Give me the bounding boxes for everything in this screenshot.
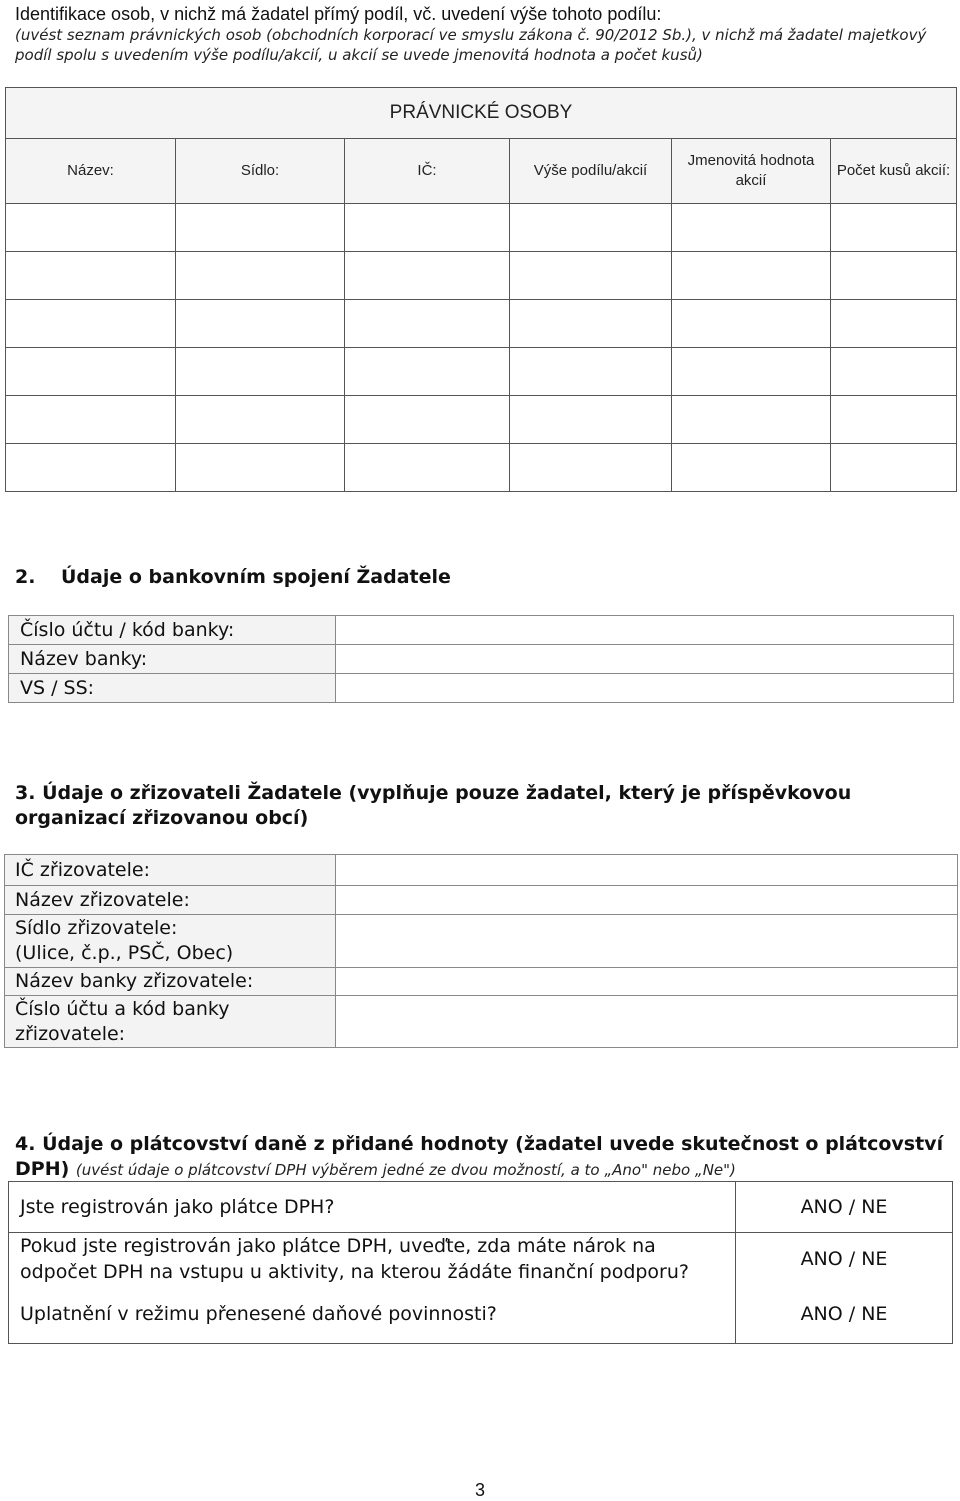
table-cell[interactable] bbox=[510, 300, 672, 348]
table-cell[interactable] bbox=[345, 348, 510, 396]
table-cell[interactable] bbox=[672, 348, 831, 396]
table-cell[interactable] bbox=[672, 396, 831, 444]
table-cell[interactable] bbox=[345, 444, 510, 492]
vat-answer-option[interactable]: ANO / NE bbox=[736, 1182, 953, 1233]
table-cell[interactable] bbox=[176, 252, 345, 300]
table-cell[interactable] bbox=[831, 204, 957, 252]
ownership-instructions: (uvést seznam právnických osob (obchodních korporací ve smyslu zákona č. 90/2012 Sb.), v nichž má žadatel majetkový podíl spolu s uvedením výše podílu/akcií, u akcií se uvede jmenovitá hodnota a počet kusů) bbox=[15, 26, 927, 64]
table-row bbox=[6, 444, 957, 492]
table-cell[interactable] bbox=[6, 348, 176, 396]
vat-answer-option[interactable]: ANO / NE bbox=[736, 1233, 953, 1286]
label-line: Číslo účtu a kód banky bbox=[15, 997, 230, 1020]
table-cell[interactable] bbox=[6, 252, 176, 300]
table-cell[interactable] bbox=[176, 444, 345, 492]
table-cell[interactable] bbox=[510, 204, 672, 252]
table-cell[interactable] bbox=[672, 444, 831, 492]
column-header-share-count: Počet kusů akcií: bbox=[831, 139, 957, 204]
vat-question: Jste registrován jako plátce DPH? bbox=[9, 1182, 736, 1233]
table-row bbox=[6, 252, 957, 300]
table-cell[interactable] bbox=[176, 396, 345, 444]
section-number: 2. bbox=[15, 566, 36, 588]
section-number: 4. bbox=[15, 1133, 36, 1155]
table-row bbox=[6, 204, 957, 252]
bank-table bbox=[8, 615, 954, 703]
table-cell[interactable] bbox=[672, 204, 831, 252]
table-row bbox=[6, 348, 957, 396]
table-caption: PRÁVNICKÉ OSOBY bbox=[6, 88, 957, 139]
field-label-bank-name: Název banky: bbox=[9, 645, 336, 674]
table-cell[interactable] bbox=[345, 252, 510, 300]
table-cell[interactable] bbox=[831, 252, 957, 300]
section-title: Údaje o bankovním spojení Žadatele bbox=[61, 566, 451, 588]
field-label-founder-bank: Název banky zřizovatele: bbox=[5, 968, 336, 996]
vat-instructions: (uvést údaje o plátcovství DPH výběrem jedné ze dvou možností, a to „Ano" nebo „Ne") bbox=[75, 1161, 736, 1179]
field-label-founder-seat bbox=[5, 915, 336, 968]
table-cell[interactable] bbox=[831, 396, 957, 444]
table-cell[interactable] bbox=[510, 252, 672, 300]
column-header-nominal-value: Jmenovitá hodnota akcií bbox=[672, 139, 831, 204]
founder-name-field[interactable] bbox=[336, 886, 958, 915]
section-title: Údaje o plátcovství daně z přidané hodnoty (žadatel uvede skutečnost o plátcovství DPH) bbox=[15, 1133, 944, 1180]
section-heading-founder bbox=[15, 781, 945, 831]
vs-ss-field[interactable] bbox=[336, 674, 954, 703]
table-cell[interactable] bbox=[831, 300, 957, 348]
table-cell[interactable] bbox=[510, 348, 672, 396]
field-label-account-number: Číslo účtu / kód banky: bbox=[9, 616, 336, 645]
vat-answer-option[interactable]: ANO / NE bbox=[736, 1285, 953, 1343]
bank-name-field[interactable] bbox=[336, 645, 954, 674]
table-header-row bbox=[6, 139, 957, 204]
legal-entities-table bbox=[5, 87, 957, 492]
column-header-seat: Sídlo: bbox=[176, 139, 345, 204]
section-title: Údaje o zřizovateli Žadatele (vyplňuje pouze žadatel, který je příspěvkovou organizací zřizovanou obcí) bbox=[15, 782, 852, 829]
field-label-founder-name: Název zřizovatele: bbox=[5, 886, 336, 915]
founder-account-field[interactable] bbox=[336, 996, 958, 1048]
table-cell[interactable] bbox=[831, 348, 957, 396]
table-cell[interactable] bbox=[345, 396, 510, 444]
vat-question: Uplatnění v režimu přenesené daňové povinnosti? bbox=[9, 1285, 736, 1343]
vat-question: Pokud jste registrován jako plátce DPH, uveďte, zda máte nárok na odpočet DPH na vstupu u aktivity, na kterou žádáte finanční podporu? bbox=[9, 1233, 736, 1286]
section-heading-bank bbox=[15, 565, 451, 590]
section-number: 3. bbox=[15, 782, 36, 804]
founder-table bbox=[4, 854, 958, 1048]
founder-seat-field[interactable] bbox=[336, 915, 958, 968]
page-number: 3 bbox=[474, 1480, 485, 1500]
column-header-share: Výše podílu/akcií bbox=[510, 139, 672, 204]
section-heading-vat bbox=[15, 1132, 950, 1183]
table-cell[interactable] bbox=[6, 300, 176, 348]
label-line: (Ulice, č.p., PSČ, Obec) bbox=[15, 942, 234, 964]
section-heading-ownership: Identifikace osob, v nichž má žadatel přímý podíl, vč. uvedení výše tohoto podílu: bbox=[15, 4, 662, 24]
field-label-founder-account bbox=[5, 996, 336, 1048]
account-number-field[interactable] bbox=[336, 616, 954, 645]
label-line: zřizovatele: bbox=[15, 1022, 126, 1045]
field-label-vs-ss: VS / SS: bbox=[9, 674, 336, 703]
table-cell[interactable] bbox=[176, 300, 345, 348]
label-line: Sídlo zřizovatele: bbox=[15, 917, 178, 939]
table-cell[interactable] bbox=[176, 204, 345, 252]
table-cell[interactable] bbox=[510, 396, 672, 444]
table-cell[interactable] bbox=[6, 396, 176, 444]
table-row bbox=[6, 396, 957, 444]
table-cell[interactable] bbox=[345, 300, 510, 348]
table-cell[interactable] bbox=[672, 300, 831, 348]
column-header-name: Název: bbox=[6, 139, 176, 204]
founder-bank-field[interactable] bbox=[336, 968, 958, 996]
vat-table bbox=[8, 1181, 953, 1344]
founder-ico-field[interactable] bbox=[336, 855, 958, 886]
column-header-ico: IČ: bbox=[345, 139, 510, 204]
table-cell[interactable] bbox=[672, 252, 831, 300]
table-cell[interactable] bbox=[510, 444, 672, 492]
table-cell[interactable] bbox=[176, 348, 345, 396]
table-cell[interactable] bbox=[831, 444, 957, 492]
field-label-founder-ico: IČ zřizovatele: bbox=[5, 855, 336, 886]
table-cell[interactable] bbox=[6, 444, 176, 492]
table-cell[interactable] bbox=[345, 204, 510, 252]
table-cell[interactable] bbox=[6, 204, 176, 252]
table-row bbox=[6, 300, 957, 348]
